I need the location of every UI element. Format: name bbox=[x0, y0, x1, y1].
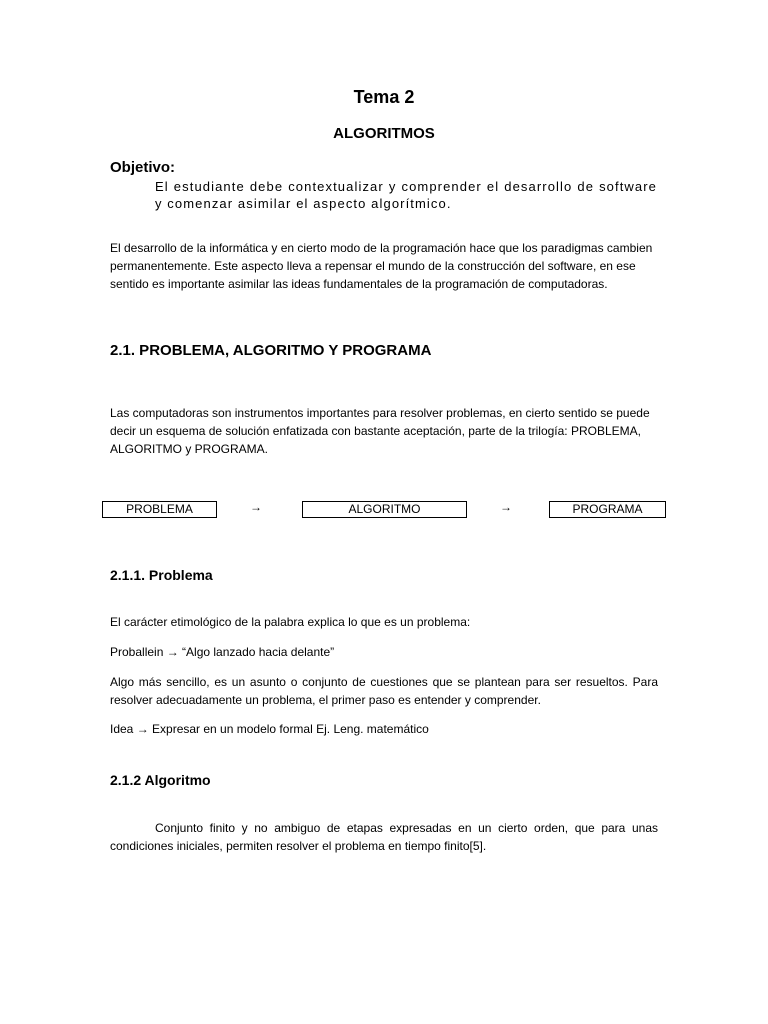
flow-arrow-icon: → bbox=[250, 500, 262, 514]
section-2-1-2-heading: 2.1.2 Algoritmo bbox=[110, 772, 211, 788]
flow-box-problema: PROBLEMA bbox=[102, 501, 217, 518]
document-title: Tema 2 bbox=[353, 87, 415, 107]
section-2-1-1-p3: Algo más sencillo, es un asunto o conjunto de cuestiones que se plantean para ser resueltos. Para resolver adecuadamente un problema, el primer paso es entender y comprender. bbox=[110, 675, 658, 707]
section-2-1-2-paragraph: Conjunto finito y no ambiguo de etapas expresadas en un cierto orden, que para unas condiciones iniciales, permiten resolver el problema en tiempo finito[5]. bbox=[110, 821, 658, 853]
flow-box-algoritmo: ALGORITMO bbox=[302, 501, 467, 518]
section-2-1-1-p2: Proballein → “Algo lanzado hacia delante” bbox=[110, 645, 335, 659]
document-subtitle: ALGORITMOS bbox=[333, 125, 435, 142]
objective-label: Objetivo: bbox=[110, 159, 176, 176]
section-2-1-heading: 2.1. PROBLEMA, ALGORITMO Y PROGRAMA bbox=[110, 342, 432, 359]
flow-box-programa: PROGRAMA bbox=[549, 501, 666, 518]
section-2-1-1-p1: El carácter etimológico de la palabra explica lo que es un problema: bbox=[110, 615, 471, 629]
objective-text: El estudiante debe contextualizar y comprender el desarrollo de software y comenzar asimilar el aspecto algorítmico. bbox=[155, 179, 657, 211]
intro-paragraph: El desarrollo de la informática y en cierto modo de la programación hace que los paradigmas cambien permanentemente. Este aspecto lleva a repensar el mundo de la construcción del software, en ese sentido es importante asimilar las ideas fundamentales de la programación de computadoras. bbox=[110, 241, 653, 291]
section-2-1-paragraph: Las computadoras son instrumentos importantes para resolver problemas, en cierto sentido se puede decir un esquema de solución enfatizada con bastante aceptación, parte de la trilogía: PROBLEMA, ALGORITMO y PROGRAMA. bbox=[110, 406, 650, 456]
section-2-1-1-p4: Idea → Expresar en un modelo formal Ej. Leng. matemático bbox=[110, 722, 429, 736]
section-2-1-1-heading: 2.1.1. Problema bbox=[110, 567, 213, 583]
flow-arrow-icon: → bbox=[500, 500, 512, 514]
